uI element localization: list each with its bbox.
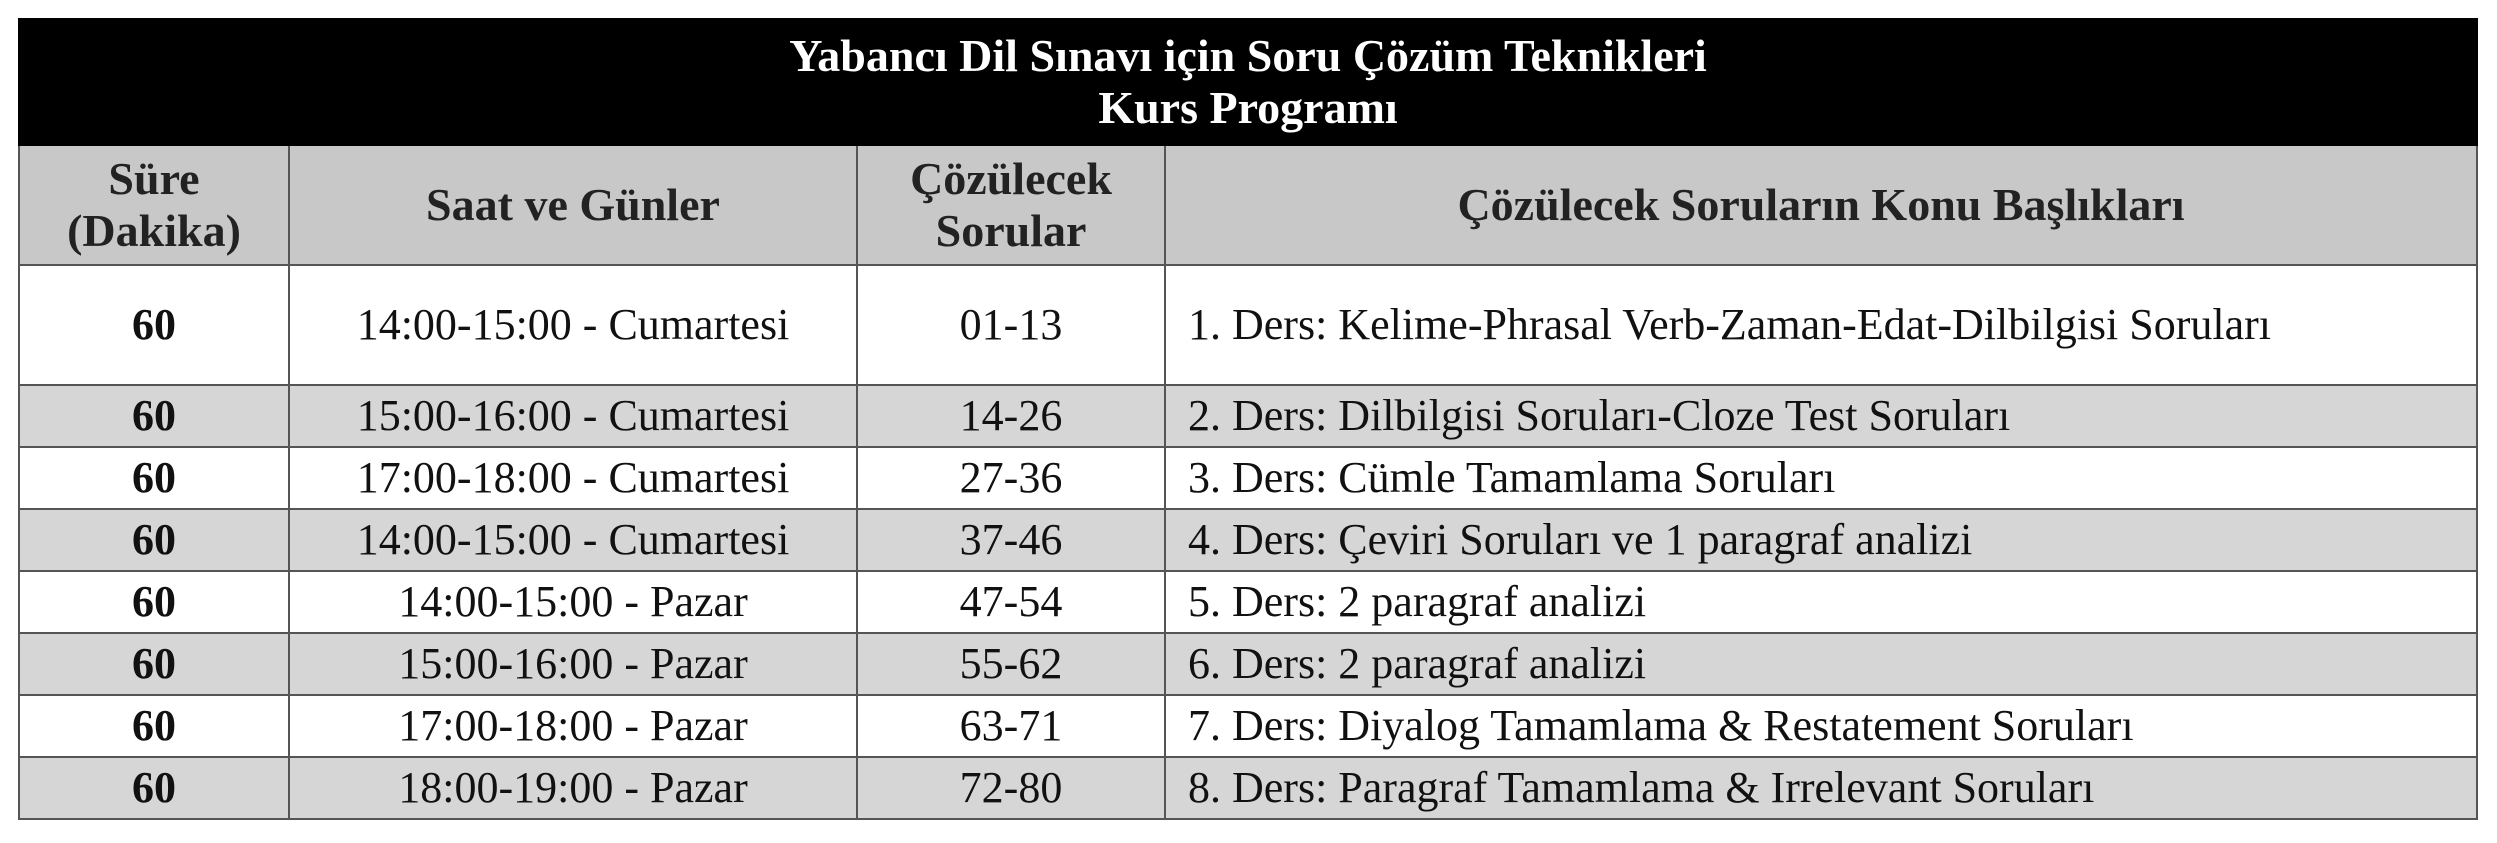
duration-cell: 60 bbox=[19, 265, 289, 385]
duration-cell: 60 bbox=[19, 757, 289, 819]
schedule-cell: 15:00-16:00 - Cumartesi bbox=[289, 385, 857, 447]
table-row bbox=[19, 633, 2477, 695]
header-topics: Çözülecek Soruların Konu Başlıkları bbox=[1165, 145, 2477, 265]
table-row bbox=[19, 447, 2477, 509]
course-schedule-table bbox=[18, 18, 2478, 820]
questions-cell: 14-26 bbox=[857, 385, 1165, 447]
topic-cell: 5. Ders: 2 paragraf analizi bbox=[1165, 571, 2477, 633]
header-schedule: Saat ve Günler bbox=[289, 145, 857, 265]
table-row bbox=[19, 509, 2477, 571]
title-line-2: Kurs Programı bbox=[1098, 82, 1398, 133]
table-title bbox=[19, 19, 2477, 145]
questions-cell: 27-36 bbox=[857, 447, 1165, 509]
topic-cell: 4. Ders: Çeviri Soruları ve 1 paragraf analizi bbox=[1165, 509, 2477, 571]
topic-cell: 6. Ders: 2 paragraf analizi bbox=[1165, 633, 2477, 695]
schedule-cell: 14:00-15:00 - Pazar bbox=[289, 571, 857, 633]
topic-cell: 3. Ders: Cümle Tamamlama Soruları bbox=[1165, 447, 2477, 509]
topic-cell: 8. Ders: Paragraf Tamamlama & Irrelevant Soruları bbox=[1165, 757, 2477, 819]
topic-cell: 1. Ders: Kelime-Phrasal Verb-Zaman-Edat-Dilbilgisi Soruları bbox=[1165, 265, 2477, 385]
header-row bbox=[19, 145, 2477, 265]
questions-cell: 72-80 bbox=[857, 757, 1165, 819]
table-row bbox=[19, 385, 2477, 447]
duration-cell: 60 bbox=[19, 571, 289, 633]
topic-cell: 2. Ders: Dilbilgisi Soruları-Cloze Test Soruları bbox=[1165, 385, 2477, 447]
questions-cell: 37-46 bbox=[857, 509, 1165, 571]
duration-cell: 60 bbox=[19, 509, 289, 571]
schedule-cell: 14:00-15:00 - Cumartesi bbox=[289, 265, 857, 385]
topic-cell: 7. Ders: Diyalog Tamamlama & Restatement Soruları bbox=[1165, 695, 2477, 757]
title-row bbox=[19, 19, 2477, 145]
questions-cell: 01-13 bbox=[857, 265, 1165, 385]
duration-cell: 60 bbox=[19, 385, 289, 447]
title-line-1: Yabancı Dil Sınavı için Soru Çözüm Teknikleri bbox=[789, 30, 1707, 81]
header-duration: Süre (Dakika) bbox=[19, 145, 289, 265]
schedule-cell: 17:00-18:00 - Pazar bbox=[289, 695, 857, 757]
questions-cell: 55-62 bbox=[857, 633, 1165, 695]
schedule-cell: 14:00-15:00 - Cumartesi bbox=[289, 509, 857, 571]
table-row bbox=[19, 571, 2477, 633]
duration-cell: 60 bbox=[19, 633, 289, 695]
schedule-cell: 18:00-19:00 - Pazar bbox=[289, 757, 857, 819]
table-row bbox=[19, 265, 2477, 385]
course-schedule-table-container bbox=[18, 18, 2476, 820]
duration-cell: 60 bbox=[19, 695, 289, 757]
header-questions: Çözülecek Sorular bbox=[857, 145, 1165, 265]
questions-cell: 47-54 bbox=[857, 571, 1165, 633]
table-row bbox=[19, 757, 2477, 819]
schedule-cell: 15:00-16:00 - Pazar bbox=[289, 633, 857, 695]
table-row bbox=[19, 695, 2477, 757]
duration-cell: 60 bbox=[19, 447, 289, 509]
schedule-cell: 17:00-18:00 - Cumartesi bbox=[289, 447, 857, 509]
questions-cell: 63-71 bbox=[857, 695, 1165, 757]
